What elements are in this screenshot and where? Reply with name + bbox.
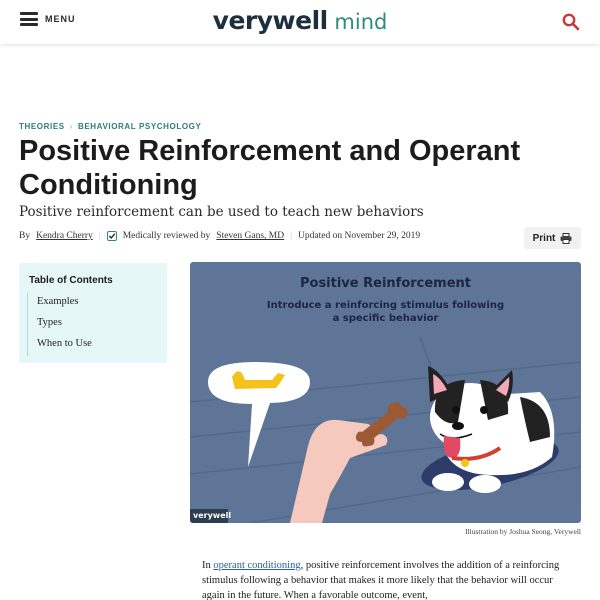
figure-heading: Positive Reinforcement [299, 276, 472, 291]
page-title: Positive Reinforcement and Operant Conditioning [19, 135, 521, 201]
toc-item-examples[interactable]: Examples [37, 296, 79, 307]
chevron-right-icon: › [69, 122, 73, 131]
menu-label: MENU [45, 14, 76, 24]
operant-conditioning-link[interactable]: operant conditioning [213, 560, 301, 571]
intro-text: In [202, 560, 214, 571]
paragraph-text: , positive reinforcement involves the addition of a reinforcing stimulus following a behavior that makes it more likely that the behavior will occur again in the future. When a favorable outcome, event, [202, 560, 560, 600]
logo-mind: mind [327, 10, 388, 34]
divider: | [290, 231, 293, 241]
breadcrumb-theories[interactable]: THEORIES [19, 122, 65, 131]
top-header [0, 0, 600, 44]
figure-subline-1: Introduce a reinforcing stimulus following [266, 300, 505, 311]
toc-item-when-to-use[interactable]: When to Use [37, 338, 92, 349]
by-prefix: By [19, 231, 31, 241]
figure-caption: Illustration by Joshua Seong, Verywell [465, 527, 581, 536]
figure-watermark: verywell [193, 511, 232, 520]
article-paragraph [202, 558, 570, 600]
byline [19, 231, 420, 241]
page-subtitle: Positive reinforcement can be used to teach new behaviors [19, 204, 424, 220]
search-icon[interactable] [562, 13, 580, 31]
toc-list [27, 293, 92, 356]
illustration [190, 262, 581, 523]
divider: | [98, 231, 101, 241]
reviewer-link[interactable]: Steven Gans, MD [216, 231, 285, 241]
logo-verywell: verywell [212, 6, 328, 35]
site-logo[interactable] [0, 7, 600, 36]
toc-item-types[interactable]: Types [37, 317, 62, 328]
updated-date: Updated on November 29, 2019 [298, 231, 421, 241]
toc-title: Table of Contents [29, 275, 113, 286]
print-button[interactable] [524, 227, 581, 249]
print-label: Print [532, 232, 556, 244]
table-of-contents [19, 263, 167, 363]
reviewed-prefix: Medically reviewed by [122, 231, 211, 241]
printer-icon [560, 233, 572, 244]
breadcrumb-behavioral-psychology[interactable]: BEHAVIORAL PSYCHOLOGY [77, 122, 202, 131]
author-link[interactable]: Kendra Cherry [36, 231, 93, 241]
figure-subline-2: a specific behavior [332, 313, 439, 324]
checkmark-icon [107, 231, 117, 241]
breadcrumb [19, 122, 201, 131]
